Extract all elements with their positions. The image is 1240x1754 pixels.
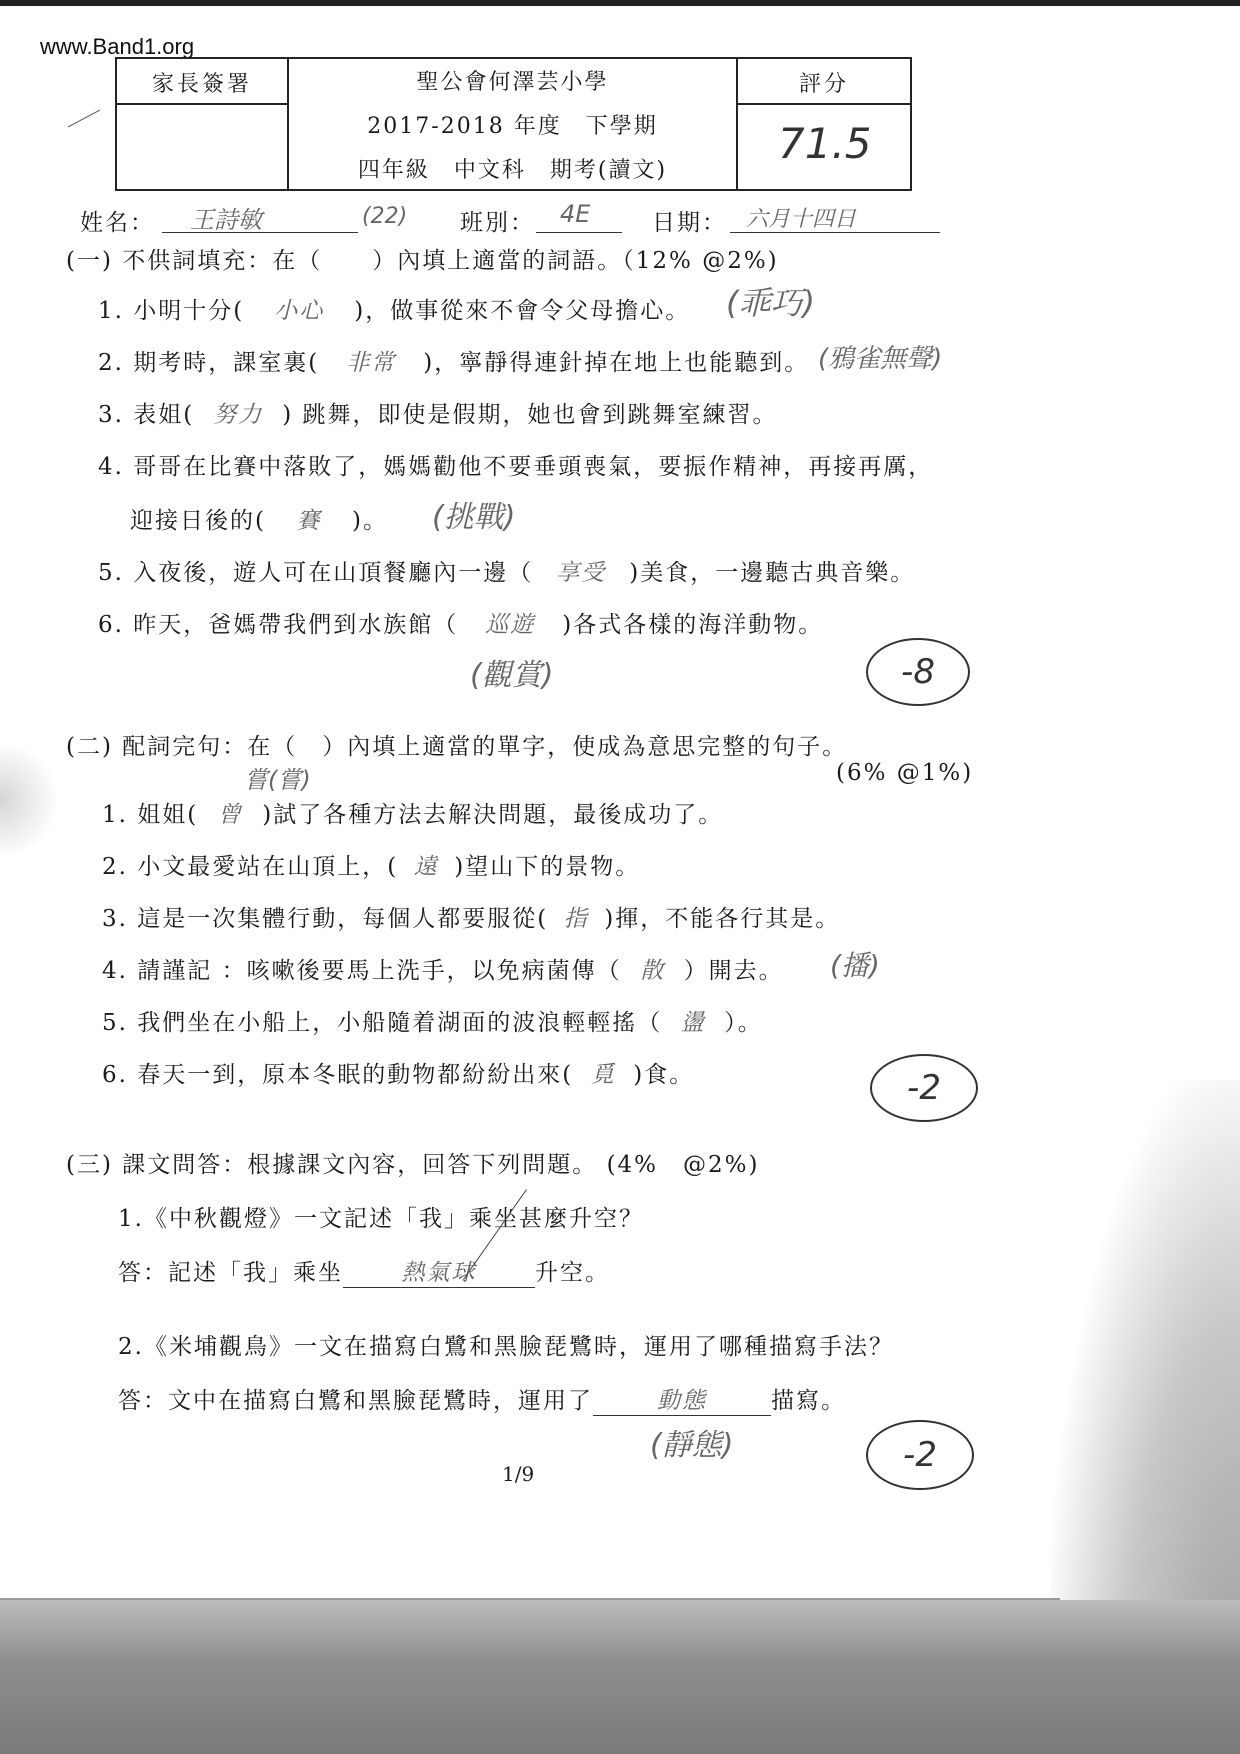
s2-q4 <box>102 952 784 985</box>
s2-q4-text-b: ）開去。 <box>683 958 784 984</box>
s2-q4-correction: (播) <box>830 949 880 982</box>
s3-q2-answer-line <box>118 1382 846 1416</box>
parent-sign-label: 家長簽署 <box>151 72 252 97</box>
s2-q6-answer: 覓 <box>590 1062 616 1088</box>
s1-q4-line2 <box>130 502 388 535</box>
s1-q4-text-b: 迎接日後的( <box>130 508 266 534</box>
s3-q1-answer-line <box>118 1254 610 1288</box>
s1-q2-text-b: )，寧靜得連針掉在地上也能聽到。 <box>423 350 810 376</box>
student-number-handwritten: (22) <box>362 204 408 229</box>
s2-q5-text-a: 5. 我們坐在小船上，小船隨着湖面的波浪輕輕搖（ <box>102 1010 663 1036</box>
page-number: 1/9 <box>502 1462 535 1486</box>
score-cell <box>736 59 910 189</box>
name-label: 姓名： <box>80 210 155 236</box>
s1-q2-answer: 非常 <box>346 350 397 376</box>
watermark: www.Band1.org <box>40 34 195 59</box>
section1-title: (一) 不供詞填充：在（ ）內填上適當的詞語。（12% @2%) <box>66 248 779 274</box>
s3-q2-answer-prefix: 答：文中在描寫白鷺和黑臉琵鷺時，運用了 <box>118 1388 593 1414</box>
s1-q2-correction: (鴉雀無聲) <box>818 344 943 374</box>
s2-q3-text-a: 3. 這是一次集體行動，每個人都要服從( <box>102 906 549 932</box>
s1-q3-text-a: 3. 表姐( <box>98 402 195 428</box>
date-handwritten: 六月十四日 <box>746 207 857 232</box>
s1-q4-answer: 賽 <box>296 508 322 534</box>
s1-q1-text-b: )，做事從來不會令父母擔心。 <box>354 298 691 324</box>
s2-q1-text-a: 1. 姐姐( <box>102 802 199 828</box>
s3-q1-answer-suffix: 升空。 <box>535 1260 610 1286</box>
s2-q4-text-a: 4. 請謹記 ：咳嗽後要馬上洗手，以免病菌傳（ <box>102 958 622 984</box>
s1-q4-line1: 4. 哥哥在比賽中落敗了，媽媽勸他不要垂頭喪氣，要振作精神，再接再厲， <box>98 454 934 480</box>
s1-q2-text-a: 2. 期考時，課室裏( <box>98 350 320 376</box>
s1-q2 <box>98 344 809 377</box>
s1-deduction-circle: -8 <box>866 638 970 706</box>
s1-q5-answer: 享受 <box>556 560 607 586</box>
s1-q3-text-b: ) 跳舞，即使是假期，她也會到跳舞室練習。 <box>282 402 778 428</box>
margin-tick-mark <box>68 110 100 128</box>
s1-q3-answer: 努力 <box>213 402 264 428</box>
s1-q5 <box>98 554 915 587</box>
s3-q1: 1.《中秋觀燈》一文記述「我」乘坐甚麼升空？ <box>118 1206 644 1232</box>
score-handwritten: 71.5 <box>778 119 872 168</box>
name-handwritten: 王詩敏 <box>190 206 262 234</box>
s1-q5-text-a: 5. 入夜後，遊人可在山頂餐廳內一邊（ <box>98 560 534 586</box>
s2-q4-answer: 散 <box>640 958 666 984</box>
s3-q2-answer-suffix: 描寫。 <box>771 1388 846 1414</box>
s2-q3 <box>102 900 840 933</box>
s1-q6-answer: 巡遊 <box>485 612 536 638</box>
s2-q2-text-a: 2. 小文最愛站在山頂上，( <box>102 854 399 880</box>
s1-q6-text-a: 6. 昨天，爸媽帶我們到水族館（ <box>98 612 459 638</box>
section3-title: (三) 課文問答：根據課文內容，回答下列問題。 (4% @2%) <box>66 1152 760 1178</box>
s1-q4-text-c: )。 <box>351 508 388 534</box>
exam-title: 四年級 中文科 期考(讀文) <box>357 158 668 183</box>
date-label: 日期： <box>652 210 727 236</box>
score-label: 評分 <box>798 72 849 97</box>
school-name: 聖公會何澤芸小學 <box>416 70 609 95</box>
s2-deduction-circle: -2 <box>870 1054 978 1122</box>
s2-q2-text-b: )望山下的景物。 <box>454 854 641 880</box>
scan-top-border <box>0 0 1240 6</box>
class-label: 班別： <box>460 210 535 236</box>
s2-q3-text-b: )揮，不能各行其是。 <box>604 906 841 932</box>
s3-q1-answer: 熱氣球 <box>343 1254 535 1288</box>
s1-q6-text-b: )各式各樣的海洋動物。 <box>562 612 824 638</box>
s2-q2 <box>102 848 640 881</box>
s2-q5-text-b: ）。 <box>724 1010 763 1036</box>
s1-q5-text-b: )美食，一邊聽古典音樂。 <box>629 560 916 586</box>
s3-q2: 2.《米埔觀鳥》一文在描寫白鷺和黑臉琵鷺時，運用了哪種描寫手法？ <box>118 1334 894 1360</box>
class-handwritten: 4E <box>560 200 591 228</box>
scan-shadow-bottom <box>0 1600 1240 1754</box>
s1-q4-correction: (挑戰) <box>432 500 516 535</box>
s1-q6-correction: (觀賞) <box>470 658 554 693</box>
scan-noise-left <box>0 740 60 860</box>
parent-sign-cell <box>117 59 289 189</box>
s1-q3 <box>98 396 778 429</box>
s2-q6 <box>102 1056 694 1089</box>
s1-q1 <box>98 292 690 325</box>
s2-q1 <box>102 796 723 829</box>
s1-q1-correction: (乖巧) <box>726 284 815 322</box>
s2-q1-note: 嘗(嘗) <box>244 766 311 794</box>
header-table <box>115 57 912 191</box>
s3-q2-correction: (靜態) <box>650 1428 734 1463</box>
s1-q1-answer: 小心 <box>274 298 325 324</box>
class-underline <box>536 232 622 233</box>
s2-q6-text-a: 6. 春天一到，原本冬眠的動物都紛紛出來( <box>102 1062 574 1088</box>
s3-q1-answer-prefix: 答：記述「我」乘坐 <box>118 1260 343 1286</box>
s2-q5-answer: 盪 <box>680 1010 706 1036</box>
s2-q6-text-b: )食。 <box>633 1062 695 1088</box>
s2-q2-answer: 遠 <box>413 854 439 880</box>
section2-marks: (6% @1%) <box>836 760 974 786</box>
section2-title: (二) 配詞完句：在（ ）內填上適當的單字，使成為意思完整的句子。 <box>66 734 848 760</box>
s3-q2-answer: 動態 <box>593 1382 771 1416</box>
s2-q5 <box>102 1004 763 1037</box>
school-year: 2017-2018 年度 下學期 <box>367 114 658 139</box>
s3-deduction-circle: -2 <box>866 1420 974 1490</box>
s2-q3-answer: 指 <box>563 906 589 932</box>
s2-q1-answer: 曾 <box>217 802 243 828</box>
s1-q6 <box>98 606 823 639</box>
s2-q1-text-b: )試了各種方法去解決問題，最後成功了。 <box>262 802 724 828</box>
s1-q1-text-a: 1. 小明十分( <box>98 298 245 324</box>
